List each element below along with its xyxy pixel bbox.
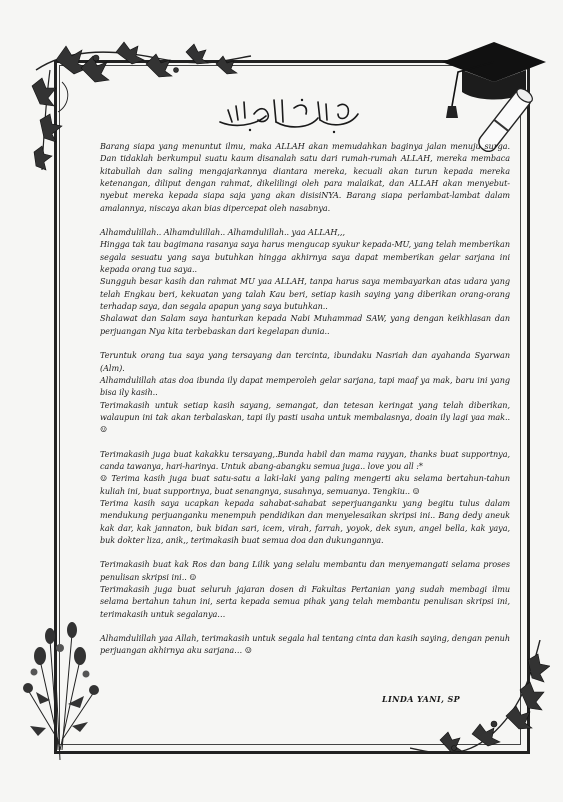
paragraph-siblings: Terimakasih juga buat kakakku tersayang,.Bunda habil dan mama rayyan, thanks buat supportnya, canda tawanya, hari-harinya. Untuk abang-abangku semua juga.. love you all :* (100, 448, 510, 471)
paragraph-shalawat: Shalawat dan Salam saya hanturkan kepada Nabi Muhammad SAW, yang dengan keikhlasan dan perjuangan Nya kita terbebaskan dari kegelapan dunia.. (100, 313, 510, 336)
paragraph-friends: Terima kasih saya ucapkan kepada sahabat-sahabat seperjuanganku yang begitu tulus dalam mendukung perjuanganku menempuh pendidikan dan menyelesaikan skripsi ini.. Bang dedy aneuk kak dar, kak jannaton, buk bidan sari, icem, virah, farrah, yoyok, dek syun, angel bella, kak yaya, buk dokter liza, anik,, terimakasih buat semua doa dan dukungannya. (100, 497, 510, 545)
flower-bouquet-icon (10, 600, 110, 760)
paragraph-lecturers: Terimakasih juga buat seluruh jajaran dosen di Fakultas Pertanian yang sudah membagi ilmu selama bertahun tahun ini, serta kepada semua pihak yang telah membantu penulisan skripsi ini, terimakasih untuk segalanya… (100, 584, 510, 619)
signature-name: LINDA YANI, SP (382, 694, 461, 704)
paragraph-quran-quote: Barang siapa yang menuntut ilmu, maka ALLAH akan memudahkan baginya jalan menuju surga. Dan tidaklah berkumpul suatu kaum disanalah satu dari rumah-rumah ALLAH, mereka membaca kitabullah dan saling mengajarkannya diantara mereka, kecuali akan turun kepada mereka ketenangan, diliput dengan rahmat, dikelilingi oleh para malaikat, dan ALLAH akan menyebut-nyebut mereka kepada siapa saja yang akan disisiNYA. Barang siapa perlambat-lambat dalam amalannya, niscaya akan bias dipercepat oleh nasabnya. (100, 141, 510, 213)
paragraph-partner: ☺ Terima kasih juga buat satu-satu a laki-laki yang paling mengerti aku selama bertahun-tahun kuliah ini, buat supportnya, buat senangnya, susahnya, semuanya. Tengkiu.. ☺ (100, 473, 510, 496)
paragraph-helpers: Terimakasih buat kak Ros dan bang Lilik yang selalu membantu dan menyemangati selama proses penulisan skripsi ini.. ☺ (100, 559, 510, 582)
paragraph-rahmat: Sungguh besar kasih dan rahmat MU yaa ALLAH, tanpa harus saya membayarkan atas udara yang telah Engkau beri, kekuatan yang talah Kau beri, setiap kasih saying yang diberikan orang-orang terhadap saya, dan segala apapun yang saya butuhkan.. (100, 276, 510, 312)
bismillah-calligraphy-icon (214, 92, 364, 136)
paragraph-gratitude: Hingga tak tau bagimana rasanya saya harus mengucap syukur kepada-MU, yang telah memberikan segala sesuatu yang saya butuhkan hingga akhirnya saya dapat memberikan gelar sarjana ini kepada orang tua saya.. (100, 239, 510, 275)
paragraph-closing: Alhamdulillah yaa Allah, terimakasih untuk segala hal tentang cinta dan kasih saying, dengan penuh perjuangan akhirnya aku sarjana… ☺ (100, 633, 510, 656)
paragraph-thanks-parents: Terimakasih untuk setiap kasih sayang, semangat, dan tetesan keringat yang telah diberikan, walaupun ini tak akan terbalaskan, tapi ily pasti usaha untuk membalasnya, doain ily lagi yaa mak.. ☺ (100, 399, 510, 435)
acknowledgement-body (100, 140, 510, 657)
paragraph-parents: Teruntuk orang tua saya yang tersayang dan tercinta, ibundaku Nasriah dan ayahanda Syarwan (Alm). (100, 350, 510, 373)
paragraph-alhamdulillah: Alhamdulillah.. Alhamdulillah.. Alhamdulillah.. yaa ALLAH,,, (100, 227, 345, 238)
paragraph-mother: Alhamdulillah atas doa ibunda ily dapat memperoleh gelar sarjana, tapi maaf ya mak, baru ini yang bisa ily kasih.. (100, 374, 510, 398)
